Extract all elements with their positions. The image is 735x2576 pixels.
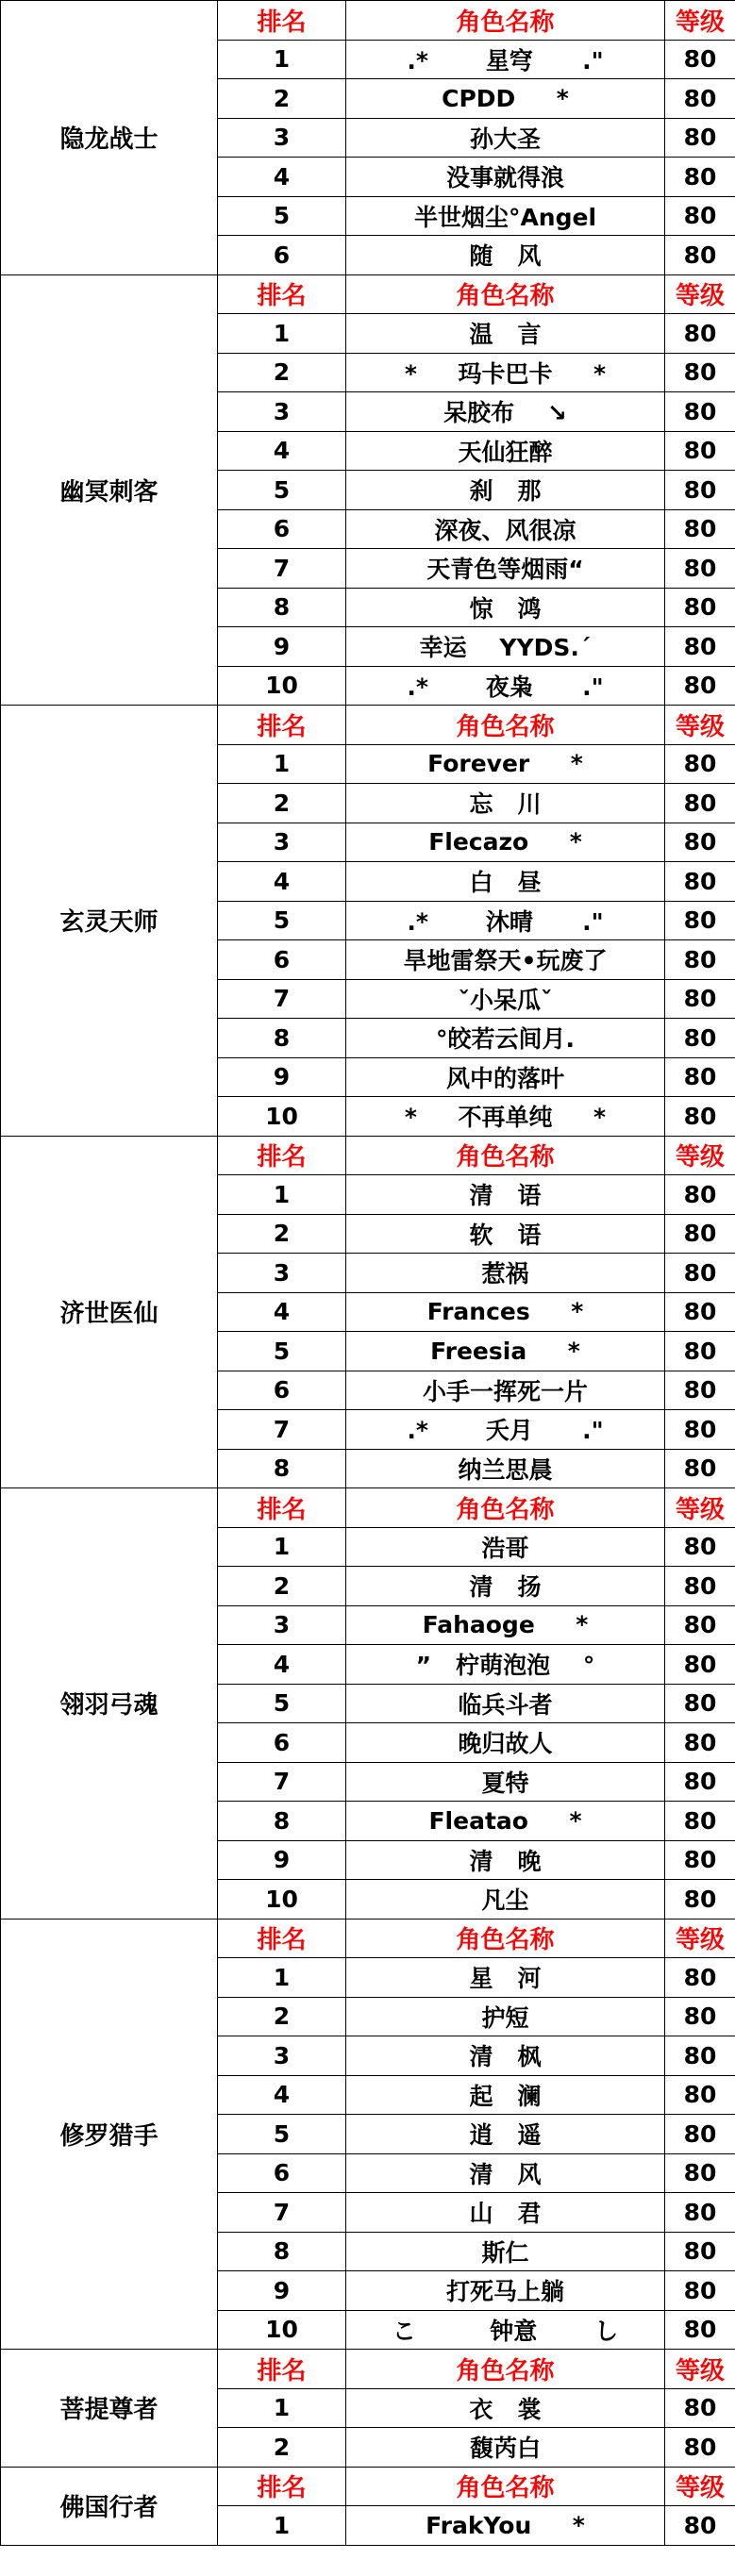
character-name-cell: °皎若云间月. (346, 1019, 665, 1058)
level-cell: 80 (665, 1840, 735, 1880)
rank-cell: 6 (218, 940, 346, 980)
level-header: 等级 (665, 2350, 735, 2389)
level-cell: 80 (665, 471, 735, 510)
character-name-cell: CPDD * (346, 79, 665, 119)
rank-cell: 10 (218, 2310, 346, 2350)
level-cell: 80 (665, 509, 735, 549)
rank-cell: 7 (218, 979, 346, 1019)
rank-cell: 8 (218, 588, 346, 627)
character-name-cell: 斯仁 (346, 2232, 665, 2271)
rank-cell: 1 (218, 1527, 346, 1567)
rank-cell: 4 (218, 862, 346, 902)
character-name-cell: 清 扬 (346, 1567, 665, 1606)
level-cell: 80 (665, 2115, 735, 2154)
rank-cell: 8 (218, 1449, 346, 1488)
level-cell: 80 (665, 392, 735, 432)
level-cell: 80 (665, 1762, 735, 1802)
level-cell: 80 (665, 1175, 735, 1215)
character-name-cell: * 玛卡巴卡 * (346, 353, 665, 392)
level-cell: 80 (665, 1958, 735, 1998)
character-name-cell: 幸运 YYDS.ˊ (346, 627, 665, 667)
character-name-cell: 惹祸 (346, 1254, 665, 1293)
rank-cell: 7 (218, 1410, 346, 1450)
rank-cell: 1 (218, 2506, 346, 2546)
character-name-cell: 软 语 (346, 1214, 665, 1254)
character-name-cell: 惊 鸿 (346, 588, 665, 627)
rank-cell: 1 (218, 744, 346, 784)
character-name-cell: 夏特 (346, 1762, 665, 1802)
character-name-cell: 刹 那 (346, 471, 665, 510)
character-name-cell: 白 昼 (346, 862, 665, 902)
character-name-cell: .* 夜枭 ." (346, 666, 665, 706)
level-cell: 80 (665, 2310, 735, 2350)
ranking-table-body (1, 1, 735, 2546)
rank-header: 排名 (218, 274, 346, 314)
group-header-row (1, 2350, 735, 2389)
rank-cell: 10 (218, 1880, 346, 1920)
rank-header: 排名 (218, 706, 346, 745)
rank-cell: 7 (218, 2193, 346, 2233)
rank-cell: 1 (218, 1958, 346, 1998)
character-name-cell: 凡尘 (346, 1880, 665, 1920)
name-header: 角色名称 (346, 1, 665, 41)
level-cell: 80 (665, 1057, 735, 1097)
level-cell: 80 (665, 1605, 735, 1645)
level-cell: 80 (665, 353, 735, 392)
group-header-row (1, 1136, 735, 1175)
character-name-cell: Frances * (346, 1292, 665, 1332)
level-cell: 80 (665, 744, 735, 784)
character-name-cell: 浩哥 (346, 1527, 665, 1567)
rank-cell: 4 (218, 1645, 346, 1685)
rank-cell: 8 (218, 2232, 346, 2271)
level-cell: 80 (665, 314, 735, 354)
character-name-cell: 呆胶布 ↘ (346, 392, 665, 432)
level-cell: 80 (665, 2428, 735, 2468)
character-name-cell: 清 语 (346, 1175, 665, 1215)
character-name-cell: .* 夭月 ." (346, 1410, 665, 1450)
rank-cell: 4 (218, 2075, 346, 2115)
name-header: 角色名称 (346, 2467, 665, 2506)
group-header-row (1, 1488, 735, 1528)
character-name-cell: こ 钟意 し (346, 2310, 665, 2350)
rank-cell: 1 (218, 314, 346, 354)
rank-cell: 9 (218, 2271, 346, 2311)
rank-cell: 2 (218, 784, 346, 823)
level-cell: 80 (665, 118, 735, 158)
rank-header: 排名 (218, 1, 346, 41)
character-name-cell: FrakYou * (346, 2506, 665, 2546)
level-cell: 80 (665, 1645, 735, 1685)
character-name-cell: ˇ小呆瓜ˇ (346, 979, 665, 1019)
level-cell: 80 (665, 1019, 735, 1058)
group-header-row (1, 1919, 735, 1958)
rank-header: 排名 (218, 2467, 346, 2506)
rank-cell: 7 (218, 549, 346, 589)
group-header-row (1, 274, 735, 314)
name-header: 角色名称 (346, 1136, 665, 1175)
level-cell: 80 (665, 1723, 735, 1763)
level-cell: 80 (665, 196, 735, 236)
name-header: 角色名称 (346, 1488, 665, 1528)
rank-header: 排名 (218, 1919, 346, 1958)
rank-cell: 5 (218, 196, 346, 236)
rank-cell: 3 (218, 2036, 346, 2076)
character-name-cell: 护短 (346, 1997, 665, 2036)
class-name-cell: 隐龙战士 (1, 1, 218, 275)
character-name-cell: 清 风 (346, 2153, 665, 2193)
character-name-cell: 起 澜 (346, 2075, 665, 2115)
rank-cell: 2 (218, 79, 346, 119)
rank-cell: 3 (218, 1605, 346, 1645)
rank-cell: 9 (218, 1840, 346, 1880)
rank-header: 排名 (218, 1488, 346, 1528)
name-header: 角色名称 (346, 706, 665, 745)
level-cell: 80 (665, 1449, 735, 1488)
level-cell: 80 (665, 784, 735, 823)
level-cell: 80 (665, 1880, 735, 1920)
level-cell: 80 (665, 979, 735, 1019)
character-name-cell: .* 沐晴 ." (346, 901, 665, 940)
class-name-cell: 翎羽弓魂 (1, 1488, 218, 1920)
character-name-cell: 小手一挥死一片 (346, 1371, 665, 1410)
rank-cell: 6 (218, 2153, 346, 2193)
level-header: 等级 (665, 706, 735, 745)
character-name-cell: 忘 川 (346, 784, 665, 823)
level-cell: 80 (665, 1527, 735, 1567)
level-cell: 80 (665, 588, 735, 627)
level-header: 等级 (665, 1136, 735, 1175)
level-header: 等级 (665, 2467, 735, 2506)
rank-cell: 5 (218, 1684, 346, 1723)
rank-cell: 10 (218, 1097, 346, 1137)
group-header-row (1, 2467, 735, 2506)
group-header-row (1, 706, 735, 745)
rank-cell: 6 (218, 509, 346, 549)
level-cell: 80 (665, 1802, 735, 1841)
rank-cell: 2 (218, 1567, 346, 1606)
level-header: 等级 (665, 274, 735, 314)
class-name-cell: 玄灵天师 (1, 706, 218, 1137)
class-name-cell: 菩提尊者 (1, 2350, 218, 2468)
rank-cell: 6 (218, 236, 346, 275)
level-cell: 80 (665, 1684, 735, 1723)
level-cell: 80 (665, 40, 735, 79)
character-name-cell: 半世烟尘°Angel (346, 196, 665, 236)
level-cell: 80 (665, 666, 735, 706)
character-name-cell: 衣 裳 (346, 2388, 665, 2428)
rank-cell: 2 (218, 1997, 346, 2036)
character-name-cell: ” 柠萌泡泡 ° (346, 1645, 665, 1685)
group-header-row (1, 1, 735, 41)
level-cell: 80 (665, 431, 735, 471)
rank-cell: 9 (218, 627, 346, 667)
level-cell: 80 (665, 1254, 735, 1293)
name-header: 角色名称 (346, 2350, 665, 2389)
level-cell: 80 (665, 2036, 735, 2076)
character-name-cell: 星 河 (346, 1958, 665, 1998)
character-name-cell: 旱地雷祭天•玩废了 (346, 940, 665, 980)
character-name-cell: 没事就得浪 (346, 158, 665, 197)
level-cell: 80 (665, 2506, 735, 2546)
character-name-cell: 纳兰思晨 (346, 1449, 665, 1488)
character-name-cell: * 不再单纯 * (346, 1097, 665, 1137)
character-name-cell: 随 风 (346, 236, 665, 275)
rank-cell: 6 (218, 1371, 346, 1410)
rank-cell: 1 (218, 1175, 346, 1215)
rank-cell: 4 (218, 158, 346, 197)
rank-cell: 10 (218, 666, 346, 706)
rank-cell: 2 (218, 1214, 346, 1254)
level-cell: 80 (665, 2232, 735, 2271)
character-name-cell: 深夜、风很凉 (346, 509, 665, 549)
rank-cell: 9 (218, 1057, 346, 1097)
rank-cell: 1 (218, 2388, 346, 2428)
rank-header: 排名 (218, 1136, 346, 1175)
class-name-cell: 佛国行者 (1, 2467, 218, 2545)
character-name-cell: 孙大圣 (346, 118, 665, 158)
level-cell: 80 (665, 940, 735, 980)
name-header: 角色名称 (346, 274, 665, 314)
rank-cell: 3 (218, 392, 346, 432)
rank-cell: 5 (218, 471, 346, 510)
rank-cell: 5 (218, 901, 346, 940)
level-cell: 80 (665, 1332, 735, 1371)
level-cell: 80 (665, 862, 735, 902)
rank-cell: 8 (218, 1019, 346, 1058)
level-cell: 80 (665, 549, 735, 589)
character-name-cell: 温 言 (346, 314, 665, 354)
character-name-cell: Forever * (346, 744, 665, 784)
level-cell: 80 (665, 1997, 735, 2036)
rank-cell: 8 (218, 1802, 346, 1841)
level-header: 等级 (665, 1919, 735, 1958)
level-cell: 80 (665, 2075, 735, 2115)
level-cell: 80 (665, 1410, 735, 1450)
character-name-cell: 风中的落叶 (346, 1057, 665, 1097)
level-cell: 80 (665, 901, 735, 940)
level-cell: 80 (665, 79, 735, 119)
rank-cell: 3 (218, 118, 346, 158)
name-header: 角色名称 (346, 1919, 665, 1958)
rank-cell: 6 (218, 1723, 346, 1763)
character-name-cell: 打死马上躺 (346, 2271, 665, 2311)
level-cell: 80 (665, 1371, 735, 1410)
character-name-cell: Fahaoge * (346, 1605, 665, 1645)
rank-cell: 4 (218, 1292, 346, 1332)
rank-cell: 2 (218, 353, 346, 392)
level-cell: 80 (665, 2271, 735, 2311)
character-name-cell: Freesia * (346, 1332, 665, 1371)
level-cell: 80 (665, 1097, 735, 1137)
character-name-cell: 清 枫 (346, 2036, 665, 2076)
rank-cell: 2 (218, 2428, 346, 2468)
rank-cell: 7 (218, 1762, 346, 1802)
character-name-cell: 天仙狂醉 (346, 431, 665, 471)
character-name-cell: 逍 遥 (346, 2115, 665, 2154)
rank-cell: 1 (218, 40, 346, 79)
level-header: 等级 (665, 1488, 735, 1528)
character-name-cell: 山 君 (346, 2193, 665, 2233)
level-cell: 80 (665, 2153, 735, 2193)
class-name-cell: 修罗猎手 (1, 1919, 218, 2350)
rank-cell: 3 (218, 823, 346, 862)
rank-cell: 5 (218, 2115, 346, 2154)
level-cell: 80 (665, 158, 735, 197)
character-name-cell: Flecazo * (346, 823, 665, 862)
level-cell: 80 (665, 236, 735, 275)
rank-header: 排名 (218, 2350, 346, 2389)
level-cell: 80 (665, 627, 735, 667)
level-cell: 80 (665, 1214, 735, 1254)
rank-cell: 5 (218, 1332, 346, 1371)
rank-cell: 4 (218, 431, 346, 471)
level-cell: 80 (665, 1292, 735, 1332)
level-header: 等级 (665, 1, 735, 41)
character-name-cell: .* 星穹 ." (346, 40, 665, 79)
character-name-cell: 天青色等烟雨“ (346, 549, 665, 589)
character-name-cell: 晚归故人 (346, 1723, 665, 1763)
character-name-cell: 临兵斗者 (346, 1684, 665, 1723)
level-cell: 80 (665, 823, 735, 862)
class-name-cell: 济世医仙 (1, 1136, 218, 1488)
level-cell: 80 (665, 1567, 735, 1606)
level-cell: 80 (665, 2193, 735, 2233)
character-name-cell: Fleatao * (346, 1802, 665, 1841)
class-name-cell: 幽冥刺客 (1, 274, 218, 706)
character-name-cell: 馥芮白 (346, 2428, 665, 2468)
character-name-cell: 清 晚 (346, 1840, 665, 1880)
rank-cell: 3 (218, 1254, 346, 1293)
level-cell: 80 (665, 2388, 735, 2428)
